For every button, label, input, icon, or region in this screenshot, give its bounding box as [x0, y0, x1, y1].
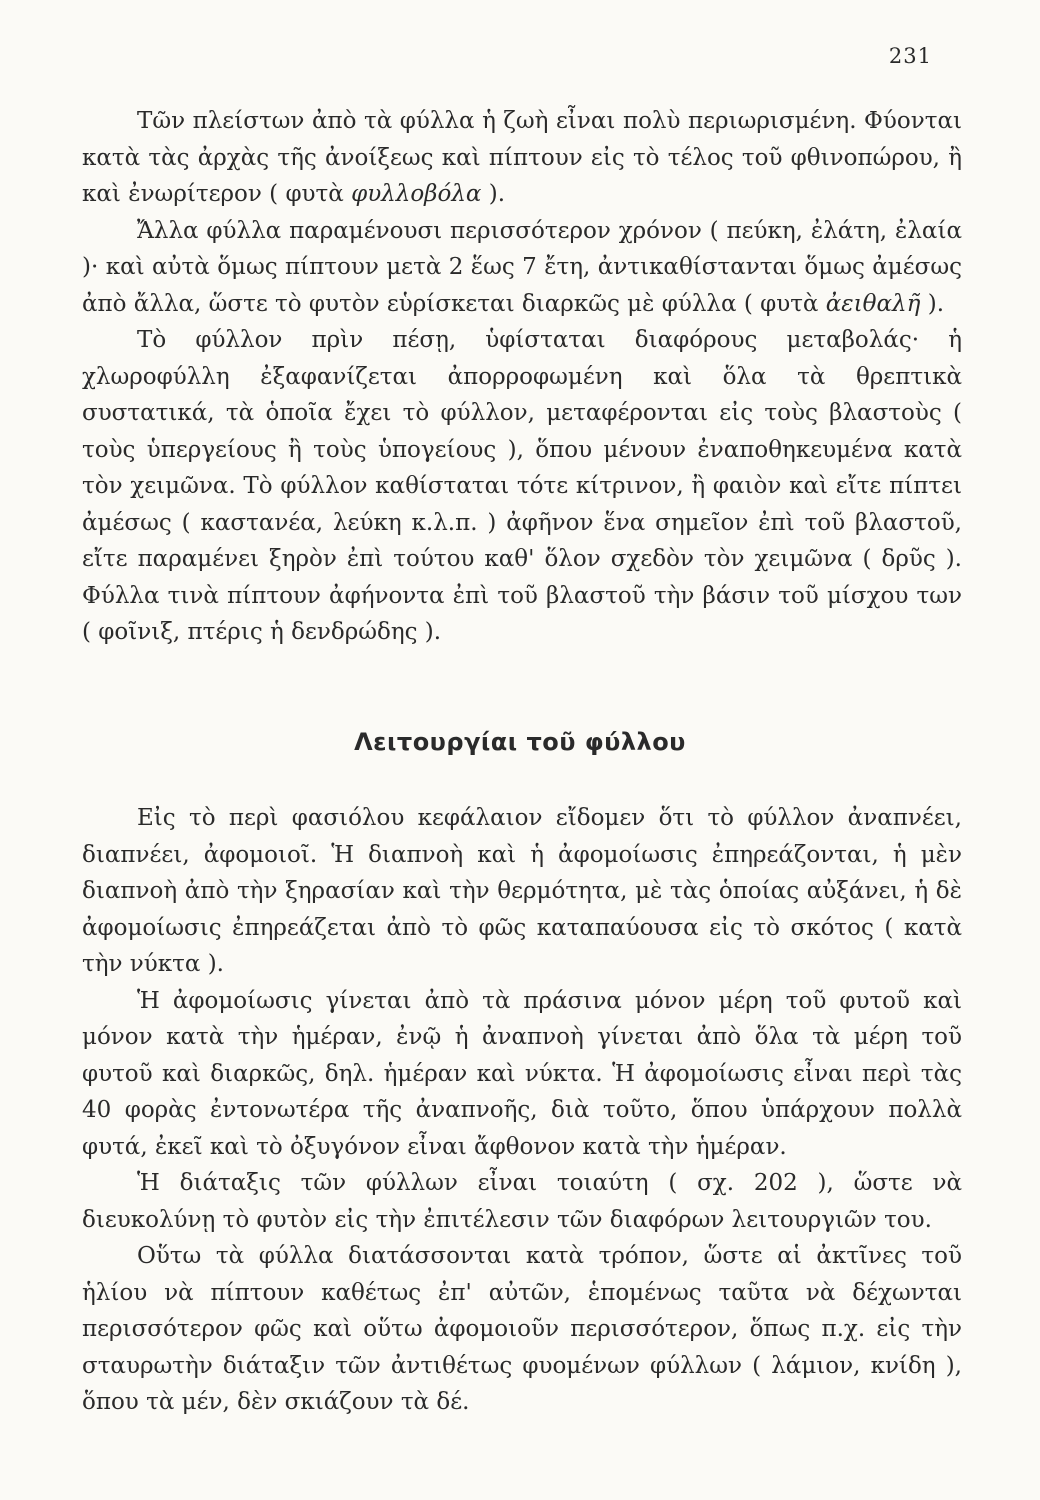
paragraph: Τῶν πλείστων ἀπὸ τὰ φύλλα ἡ ζωὴ εἶναι πολὺ περιωρισμένη. Φύονται κατὰ τὰς ἀρχὰς τῆς ἀνοίξεως καὶ πίπτουν εἰς τὸ τέλος τοῦ φθινοπώρου, ἢ καὶ ἐνωρίτερον ( φυτὰ φυλλοβόλα ).	[82, 108, 962, 207]
section-heading: Λειτουργίαι τοῦ φύλλου	[354, 728, 686, 756]
paragraph: Τὸ φύλλον πρὶν πέσῃ, ὑφίσταται διαφόρους μεταβολάς· ἡ χλωροφύλλη ἐξαφανίζεται ἀπορροφωμένη καὶ ὅλα τὰ θρεπτικὰ συστατικά, τὰ ὁποῖα ἔχει τὸ φύλλον, μεταφέρονται εἰς τοὺς βλαστοὺς ( τοὺς ὑπεργείους ἢ τοὺς ὑπογείους ), ὅπου μένουν ἐναποθηκευμένα κατὰ τὸν χειμῶνα. Τὸ φύλλον καθίσταται τότε κίτρινον, ἢ φαιὸν καὶ εἴτε πίπτει ἀμέσως ( καστανέα, λεύκη κ.λ.π. ) ἀφῆνον ἕνα σημεῖον ἐπὶ τοῦ βλαστοῦ, εἴτε παραμένει ξηρὸν ἐπὶ τούτου καθ' ὅλον σχεδὸν τὸν χειμῶνα ( δρῦς ). Φύλλα τινὰ πίπτουν ἀφήνοντα ἐπὶ τοῦ βλαστοῦ τὴν βάσιν τοῦ μίσχου των ( φοῖνιξ, πτέρις ἡ δενδρώδης ).	[82, 327, 962, 645]
italic-term: φυλλοβόλα	[351, 181, 482, 207]
page-number: 231	[888, 44, 932, 68]
italic-term: ἀειθαλῆ	[825, 290, 921, 317]
paragraph: Ἡ διάταξις τῶν φύλλων εἶναι τοιαύτη ( σχ. 202 ), ὥστε νὰ διευκολύνῃ τὸ φυτὸν εἰς τὴν ἐπιτέλεσιν τῶν διαφόρων λειτουργιῶν του.	[82, 1170, 962, 1233]
paragraph: Εἰς τὸ περὶ φασιόλου κεφάλαιον εἴδομεν ὅτι τὸ φύλλον ἀναπνέει, διαπνέει, ἀφομοιοῖ. Ἡ διαπνοὴ καὶ ἡ ἀφομοίωσις ἐπηρεάζονται, ἡ μὲν διαπνοὴ ἀπὸ τὴν ξηρασίαν καὶ τὴν θερμότητα, μὲ τὰς ὁποίας αὐξάνει, ἡ δὲ ἀφομοίωσις ἐπηρεάζεται ἀπὸ τὸ φῶς καταπαύουσα εἰς τὸ σκότος ( κατὰ τὴν νύκτα ).	[82, 805, 962, 977]
paragraph: Ἄλλα φύλλα παραμένουσι περισσότερον χρόνον ( πεύκη, ἐλάτη, ἐλαία )· καὶ αὐτὰ ὅμως πίπτουν μετὰ 2 ἕως 7 ἔτη, ἀντικαθίστανται ὅμως ἀμέσως ἀπὸ ἄλλα, ὥστε τὸ φυτὸν εὑρίσκεται διαρκῶς μὲ φύλλα ( φυτὰ ἀειθαλῆ ).	[82, 217, 962, 317]
section-leaf-lifespan	[82, 103, 962, 651]
paragraph: Οὕτω τὰ φύλλα διατάσσονται κατὰ τρόπον, ὥστε αἱ ἀκτῖνες τοῦ ἡλίου νὰ πίπτουν καθέτως ἐπ' αὐτῶν, ἑπομένως ταῦτα νὰ δέχωνται περισσότερον φῶς καὶ οὕτω ἀφομοιοῦν περισσότερον, ὅπως π.χ. εἰς τὴν σταυρωτὴν διάταξιν τῶν ἀντιθέτως φυομένων φύλλων ( λάμιον, κνίδη ), ὅπου τὰ μέν, δὲν σκιάζουν τὰ δέ.	[82, 1243, 962, 1415]
paragraph: Ἡ ἀφομοίωσις γίνεται ἀπὸ τὰ πράσινα μόνον μέρη τοῦ φυτοῦ καὶ μόνον κατὰ τὴν ἡμέραν, ἐνῷ ἡ ἀναπνοὴ γίνεται ἀπὸ ὅλα τὰ μέρη τοῦ φυτοῦ καὶ διαρκῶς, δηλ. ἡμέραν καὶ νύκτα. Ἡ ἀφομοίωσις εἶναι περὶ τὰς 40 φορὰς ἐντονωτέρα τῆς ἀναπνοῆς, διὰ τοῦτο, ὅπου ὑπάρχουν πολλὰ φυτά, ἐκεῖ καὶ τὸ ὀξυγόνον εἶναι ἄφθονον κατὰ τὴν ἡμέραν.	[82, 987, 962, 1160]
section-leaf-functions	[82, 800, 962, 1421]
